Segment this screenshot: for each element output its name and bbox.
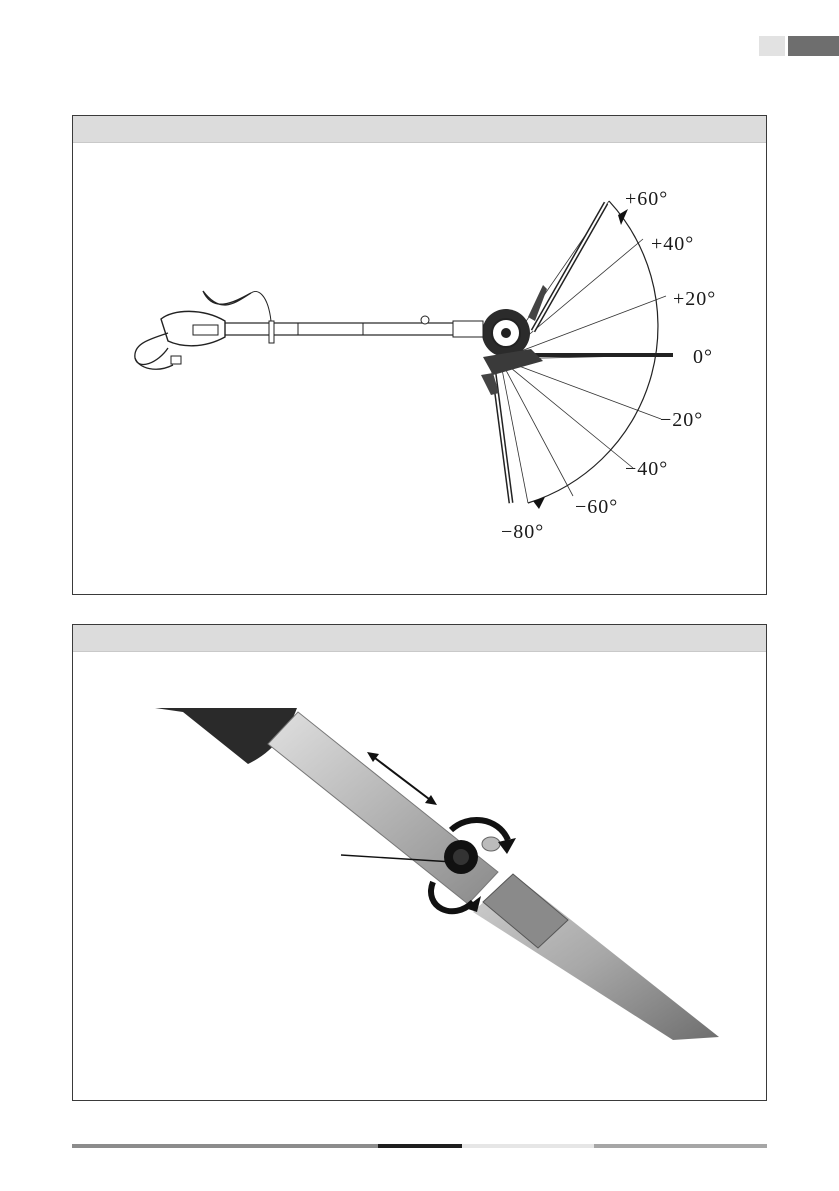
angle-label-zero: 0° — [693, 346, 713, 368]
figure-pole-header — [73, 625, 766, 652]
angle-label-minus20: −20° — [660, 409, 704, 431]
figure-angle-header — [73, 116, 766, 143]
footer-bar-segment — [594, 1144, 767, 1148]
footer-bar-segment — [72, 1144, 378, 1148]
inner-tube — [268, 712, 498, 904]
rotate-arrow-top-icon — [451, 820, 508, 840]
footer-bar-segment — [378, 1144, 462, 1148]
pole-main — [223, 323, 463, 335]
pole-photo — [73, 652, 766, 1100]
angle-label-minus40: −40° — [625, 458, 669, 480]
angle-label-minus60: −60° — [575, 496, 619, 518]
angle-label-plus40: +40° — [651, 233, 695, 255]
figure-pole-panel — [72, 624, 767, 1101]
angle-label-minus80: −80° — [501, 521, 545, 543]
angle-diagram — [73, 143, 766, 594]
footer-bar-segment — [462, 1144, 594, 1148]
angle-label-plus20: +20° — [673, 288, 717, 310]
angle-label-plus60: +60° — [625, 188, 669, 210]
header-tab-light — [759, 36, 785, 56]
cord-icon — [135, 333, 168, 365]
strap-icon — [203, 291, 251, 305]
header-tab-dark — [788, 36, 839, 56]
figure-angle-panel — [72, 115, 767, 595]
